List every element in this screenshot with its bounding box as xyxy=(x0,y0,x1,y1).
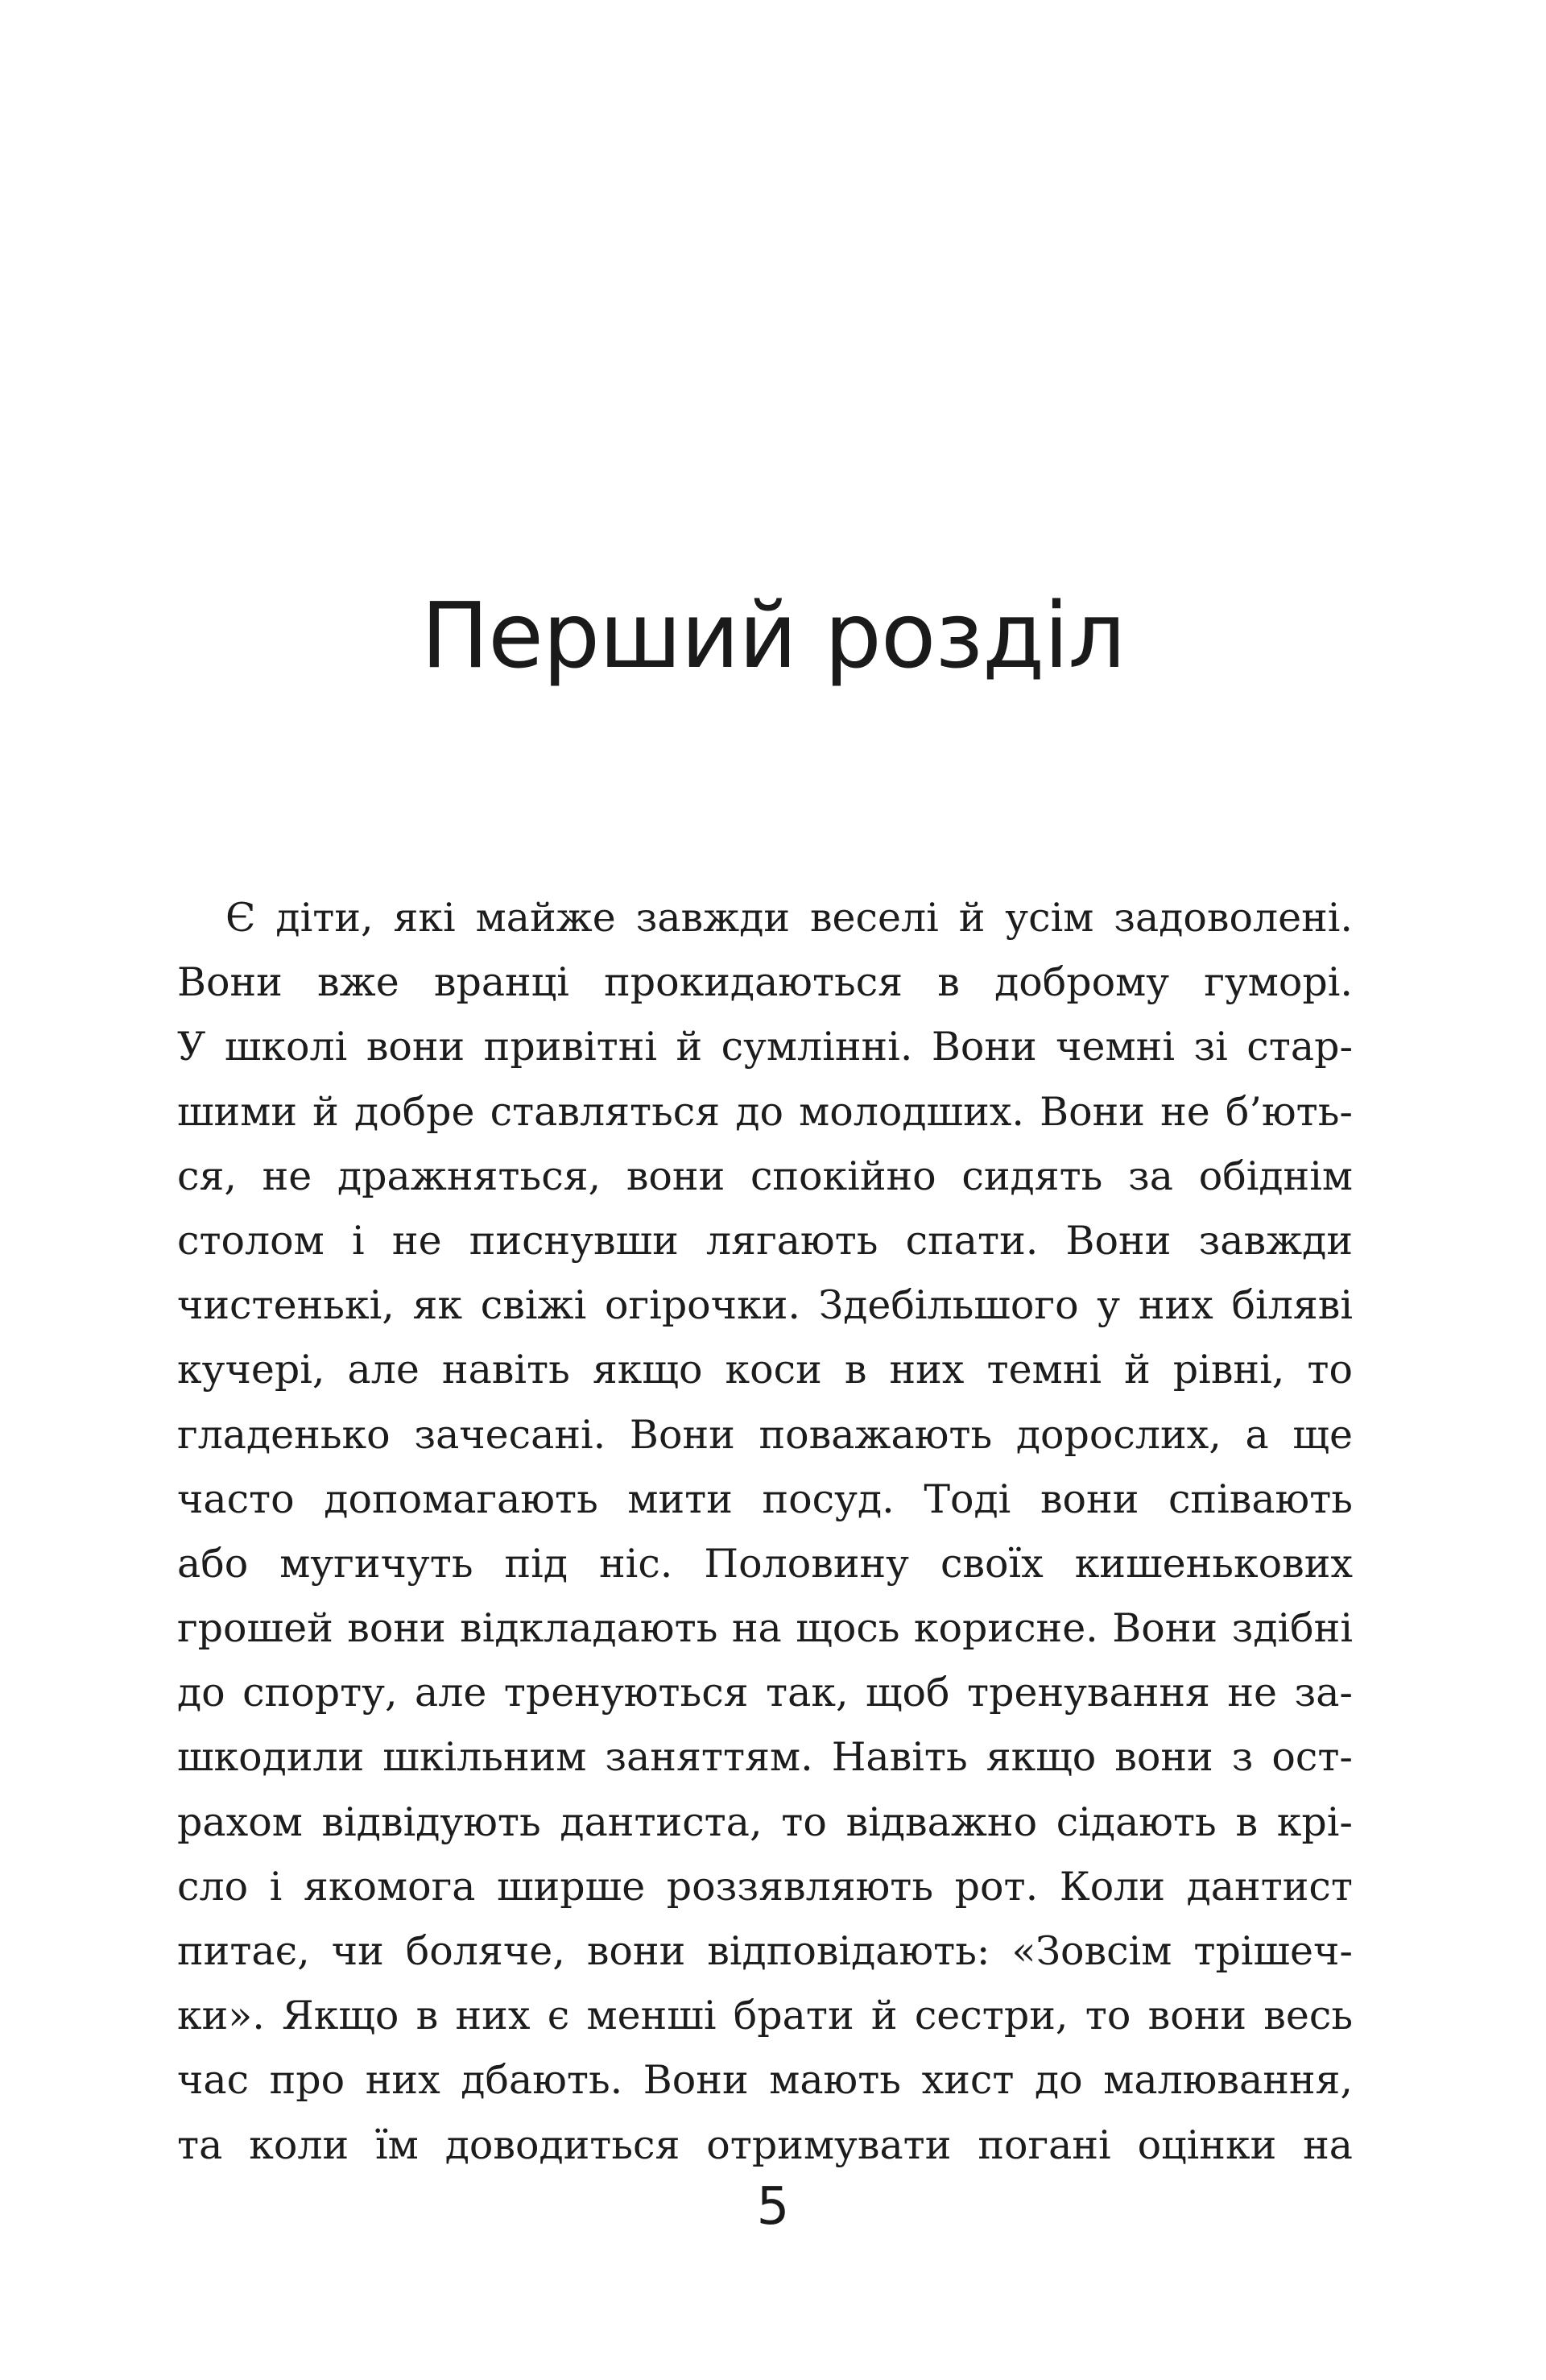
chapter-title: Перший розділ xyxy=(420,584,1126,689)
text-line: сло і якомога ширше роззявляють рот. Коли дантист xyxy=(177,1863,1353,1910)
text-line: Вони вже вранці прокидаються в доброму гуморі. xyxy=(177,959,1353,1006)
text-line: ки». Якщо в них є менші брати й сестри, то вони весь xyxy=(177,1993,1353,2039)
text-line: часто допомагають мити посуд. Тоді вони співають xyxy=(177,1476,1353,1522)
text-line: рахом відвідують дантиста, то відважно сідають в крі- xyxy=(177,1798,1353,1845)
text-line: столом і не писнувши лягають спати. Вони завжди xyxy=(177,1217,1353,1264)
text-line: або мугичуть під ніс. Половину своїх кишенькових xyxy=(177,1540,1353,1587)
page-number: 5 xyxy=(756,2177,790,2237)
text-line: гладенько зачесані. Вони поважають дорослих, а ще xyxy=(177,1411,1353,1458)
text-line: шкодили шкільним заняттям. Навіть якщо вони з ост- xyxy=(177,1734,1353,1781)
text-line: кучері, але навіть якщо коси в них темні й рівні, то xyxy=(177,1347,1353,1393)
text-line: грошей вони відкладають на щось корисне. Вони здібні xyxy=(177,1605,1353,1652)
body-paragraph xyxy=(177,886,1353,2178)
text-line: ся, не дражняться, вони спокійно сидять за обіднім xyxy=(177,1153,1353,1199)
text-line: шими й добре ставляться до молодших. Вони не б’ють- xyxy=(177,1088,1353,1135)
text-line: до спорту, але тренуються так, щоб тренування не за- xyxy=(177,1670,1353,1716)
text-line: час про них дбають. Вони мають хист до малювання, xyxy=(177,2057,1353,2104)
text-line: У школі вони привітні й сумлінні. Вони чемні зі стар- xyxy=(177,1024,1353,1070)
text-line: питає, чи боляче, вони відповідають: «Зовсім трішеч- xyxy=(177,1928,1353,1974)
text-line: чистенькі, як свіжі огірочки. Здебільшого у них біляві xyxy=(177,1282,1353,1329)
text-line: та коли їм доводиться отримувати погані оцінки на xyxy=(177,2121,1353,2168)
text-line: Є діти, які майже завжди веселі й усім задоволені. xyxy=(225,895,1353,941)
